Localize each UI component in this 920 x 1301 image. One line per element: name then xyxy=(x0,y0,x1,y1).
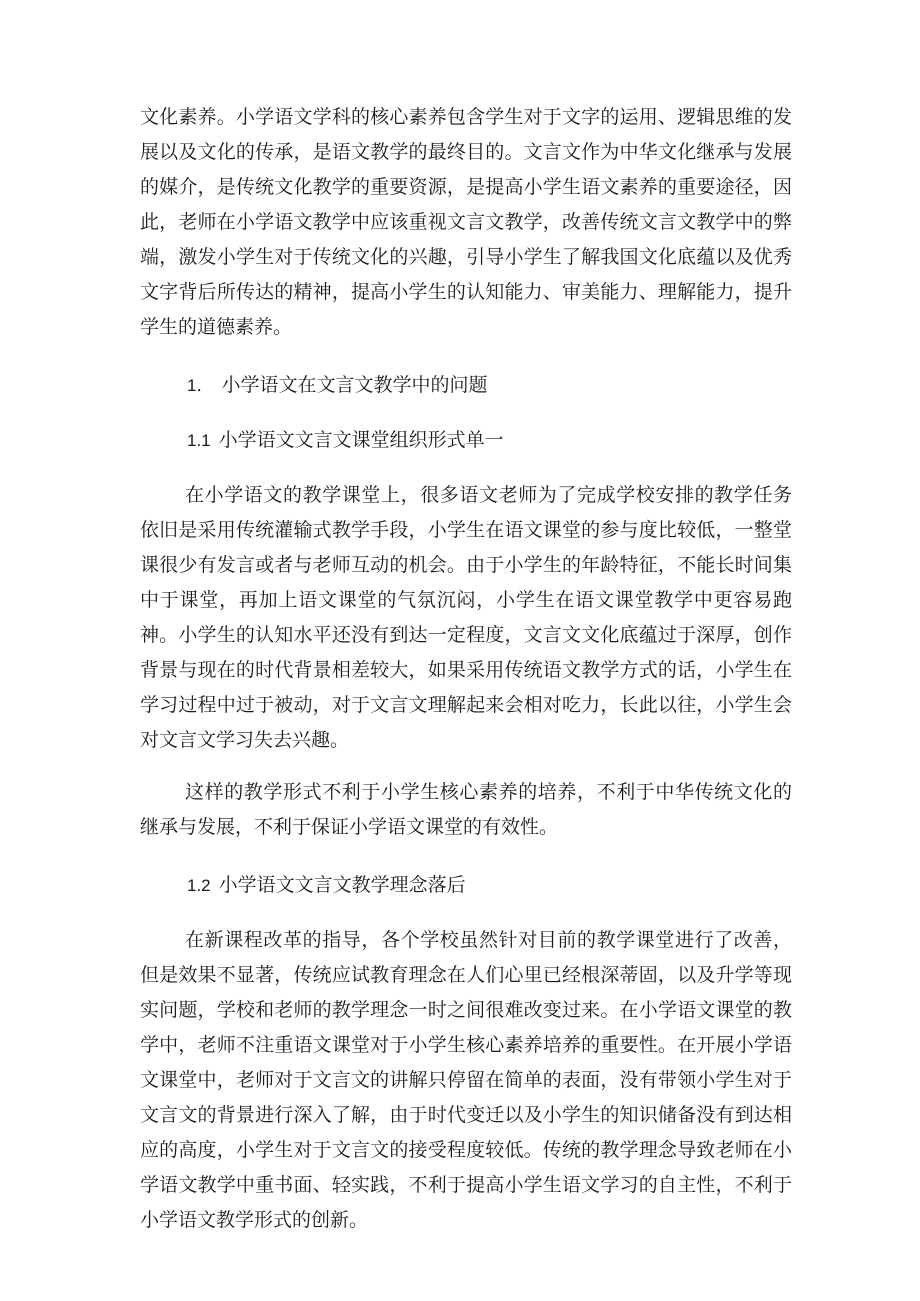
subsection-1-1-paragraph-2: 这样的教学形式不利于小学生核心素养的培养，不利于中华传统文化的继承与发展，不利于保证小学语文课堂的有效性。 xyxy=(140,781,792,838)
subsection-1-2-title: 小学语文文言文教学理念落后 xyxy=(218,874,466,896)
section-1-title: 小学语文在文言文教学中的问题 xyxy=(221,374,488,396)
subsection-1-1-paragraph-1: 在小学语文的教学课堂上，很多语文老师为了完成学校安排的教学任务依旧是采用传统灌输式教学手段，小学生在语文课堂的参与度比较低，一整堂课很少有发言或者与老师互动的机会。由于小学生的年龄特征，不能长时间集中于课堂，再加上语文课堂的气氛沉闷，小学生在语文课堂教学中更容易跑神。小学生的认知水平还没有到达一定程度，文言文文化底蕴过于深厚，创作背景与现在的时代背景相差较大，如果采用传统语文教学方式的话，小学生在学习过程中过于被动，对于文言文理解起来会相对吃力，长此以往，小学生会对文言文学习失去兴趣。 xyxy=(140,484,792,751)
subsection-1-2-paragraph-1: 在新课程改革的指导，各个学校虽然针对目前的教学课堂进行了改善，但是效果不显著，传统应试教育理念在人们心里已经根深蒂固，以及升学等现实问题，学校和老师的教学理念一时之间很难改变过来。在小学语文课堂的教学中，老师不注重语文课堂对于小学生核心素养培养的重要性。在开展小学语文课堂中，老师对于文言文的讲解只停留在简单的表面，没有带领小学生对于文言文的背景进行深入了解，由于时代变迁以及小学生的知识储备没有到达相应的高度，小学生对于文言文的接受程度较低。传统的教学理念导致老师在小学语文教学中重书面、轻实践，不利于提高小学生语文学习的自主性，不利于小学语文教学形式的创新。 xyxy=(140,929,792,1231)
subsection-1-2-number: 1.2 xyxy=(187,876,211,895)
subsection-1-2-heading xyxy=(140,868,792,903)
intro-paragraph: 文化素养。小学语文学科的核心素养包含学生对于文字的运用、逻辑思维的发展以及文化的传承，是语文教学的最终目的。文言文作为中华文化继承与发展的媒介，是传统文化教学的重要资源，是提高小学生语文素养的重要途径，因此，老师在小学语文教学中应该重视文言文教学，改善传统文言文教学中的弊端，激发小学生对于传统文化的兴趣，引导小学生了解我国文化底蕴以及优秀文字背后所传达的精神，提高小学生的认知能力、审美能力、理解能力，提升学生的道德素养。 xyxy=(140,106,792,338)
section-1-number: 1． xyxy=(187,376,214,395)
subsection-1-1-title: 小学语文文言文课堂组织形式单一 xyxy=(218,429,504,451)
section-1-heading xyxy=(140,368,792,403)
document-body xyxy=(140,100,792,1238)
subsection-1-1-number: 1.1 xyxy=(187,431,211,450)
subsection-1-1-heading xyxy=(140,423,792,458)
